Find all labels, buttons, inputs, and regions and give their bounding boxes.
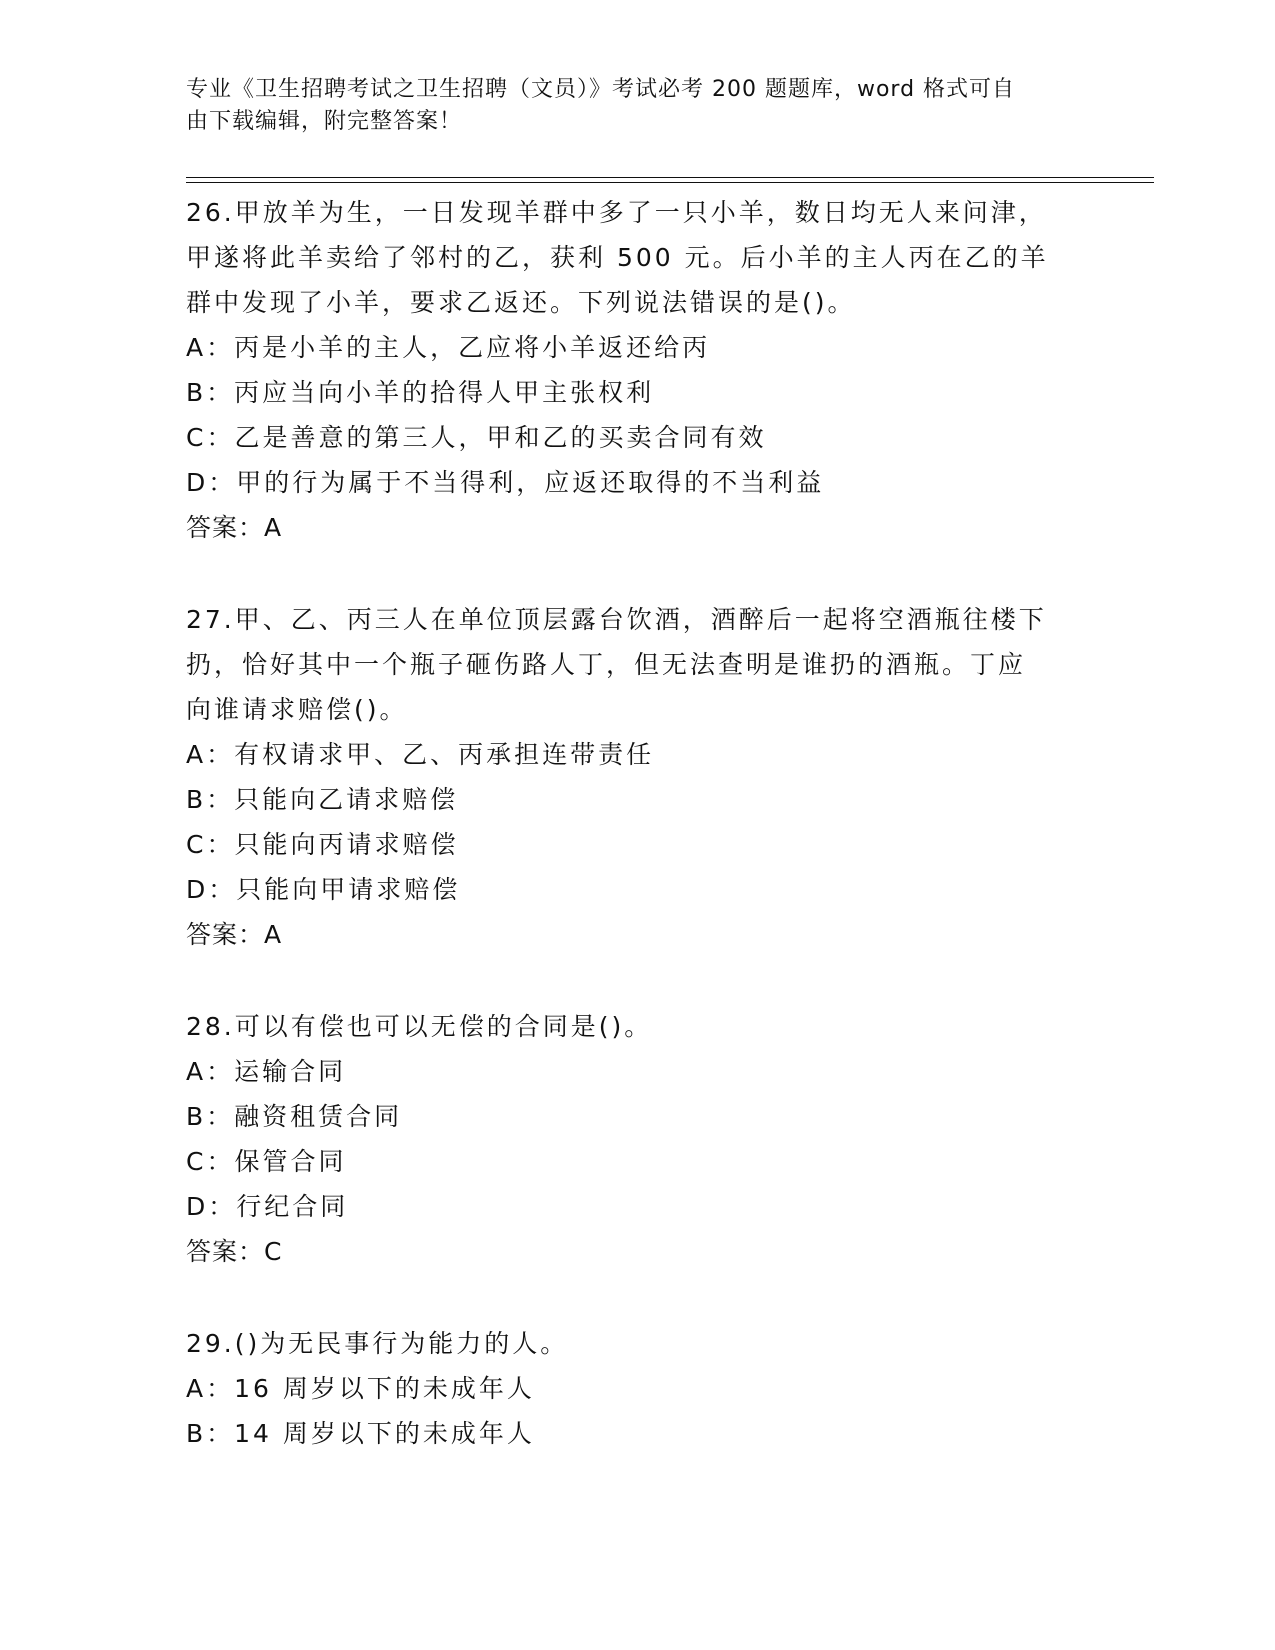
header-title-line-2: 由下载编辑，附完整答案！ bbox=[186, 109, 463, 134]
option-a: A：有权请求甲、乙、丙承担连带责任 bbox=[186, 740, 655, 769]
question-stem bbox=[186, 1004, 1086, 1049]
option-a: A：运输合同 bbox=[186, 1057, 347, 1086]
option-c: C：只能向丙请求赔偿 bbox=[186, 830, 459, 859]
option-b: B：14 周岁以下的未成年人 bbox=[186, 1419, 535, 1448]
option-c: C：乙是善意的第三人，甲和乙的买卖合同有效 bbox=[186, 423, 767, 452]
stem-line: 26.甲放羊为生，一日发现羊群中多了一只小羊，数日均无人来问津， bbox=[186, 198, 1047, 227]
answer: 答案：A bbox=[186, 513, 283, 542]
option-b: B：只能向乙请求赔偿 bbox=[186, 785, 459, 814]
stem-line: 群中发现了小羊，要求乙返还。下列说法错误的是()。 bbox=[186, 288, 856, 317]
question-stem bbox=[186, 597, 1086, 732]
stem-line: 28.可以有偿也可以无偿的合同是()。 bbox=[186, 1012, 653, 1041]
stem-line: 向谁请求赔偿()。 bbox=[186, 695, 408, 724]
option-a: A：丙是小羊的主人，乙应将小羊返还给丙 bbox=[186, 333, 711, 362]
question-27 bbox=[186, 597, 1086, 958]
document-header bbox=[186, 74, 1086, 138]
option-d: D：只能向甲请求赔偿 bbox=[186, 875, 461, 904]
answer: 答案：A bbox=[186, 920, 283, 949]
option-c: C：保管合同 bbox=[186, 1147, 347, 1176]
option-d: D：甲的行为属于不当得利，应返还取得的不当利益 bbox=[186, 468, 825, 497]
answer: 答案：C bbox=[186, 1237, 283, 1266]
question-28 bbox=[186, 1004, 1086, 1275]
question-26 bbox=[186, 190, 1086, 551]
stem-line: 扔，恰好其中一个瓶子砸伤路人丁，但无法查明是谁扔的酒瓶。丁应 bbox=[186, 650, 1027, 679]
option-b: B：丙应当向小羊的拾得人甲主张权利 bbox=[186, 378, 655, 407]
question-stem bbox=[186, 190, 1086, 325]
question-stem bbox=[186, 1321, 1086, 1366]
option-a: A：16 周岁以下的未成年人 bbox=[186, 1374, 535, 1403]
question-29 bbox=[186, 1321, 1086, 1456]
option-b: B：融资租赁合同 bbox=[186, 1102, 403, 1131]
question-list bbox=[186, 190, 1086, 1456]
stem-line: 29.()为无民事行为能力的人。 bbox=[186, 1329, 569, 1358]
header-divider-bottom bbox=[186, 182, 1154, 183]
stem-line: 甲遂将此羊卖给了邻村的乙，获利 500 元。后小羊的主人丙在乙的羊 bbox=[186, 243, 1049, 272]
header-divider-top bbox=[186, 177, 1154, 178]
stem-line: 27.甲、乙、丙三人在单位顶层露台饮酒，酒醉后一起将空酒瓶往楼下 bbox=[186, 605, 1047, 634]
header-title-line-1: 专业《卫生招聘考试之卫生招聘（文员）》考试必考 200 题题库，word 格式可自 bbox=[186, 77, 1016, 102]
option-d: D：行纪合同 bbox=[186, 1192, 349, 1221]
